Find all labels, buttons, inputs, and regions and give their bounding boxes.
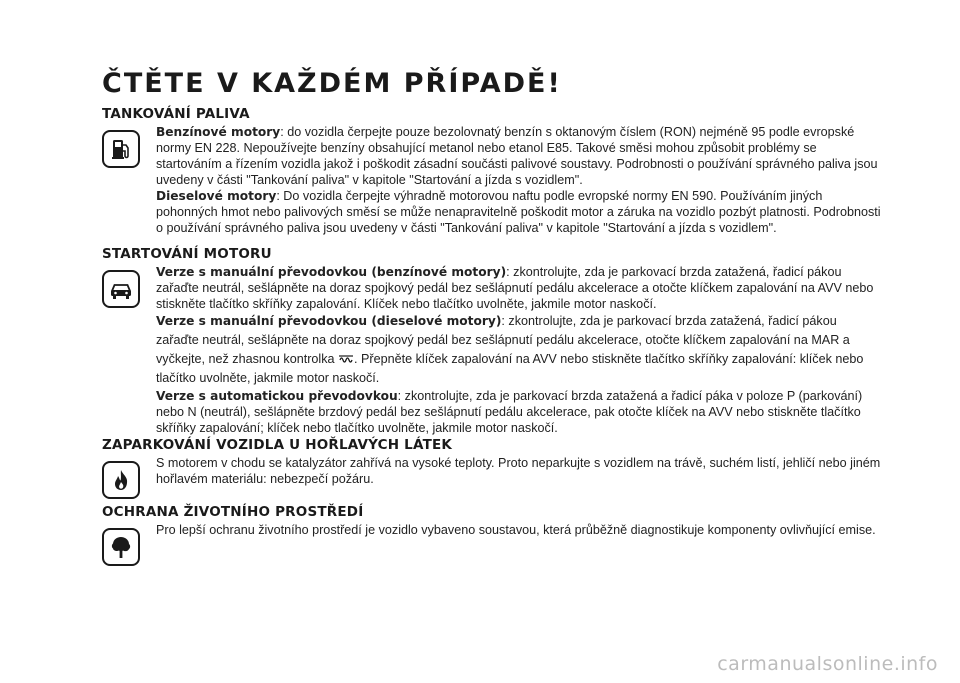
paragraph-petrol-engines: [156, 124, 882, 188]
paragraph-text: : zkontrolujte, zda je parkovací brzda zatažená a řadicí páka v poloze P (parkování) nebo N (neutrál), sešlápněte brzdový pedál bez sešlápnutí pedálu akcelerace, pak otočte klíček na AVV nebo stiskněte tlačítko skříňky zapalování; klíček nebo tlačítko uvolněte, jakmile motor naskočí.: [156, 389, 863, 435]
car-icon: [102, 270, 140, 308]
paragraph-text: S motorem v chodu se katalyzátor zahřívá na vysoké teploty. Proto neparkujte s vozidlem na trávě, suchém listí, jehličí nebo jiném hořlavém materiálu: nebezpečí požáru.: [156, 456, 881, 486]
section-refuelling: [102, 106, 882, 236]
section-heading: ZAPARKOVÁNÍ VOZIDLA U HOŘLAVÝCH LÁTEK: [102, 437, 453, 453]
section-environment: [102, 504, 882, 538]
section-heading: OCHRANA ŽIVOTNÍHO PROSTŘEDÍ: [102, 504, 364, 520]
fuel-pump-icon: [102, 130, 140, 168]
flame-icon: [102, 461, 140, 499]
section-parking-flammable: [102, 437, 882, 487]
term-label: Dieselové motory: [156, 189, 277, 203]
paragraph-text: : zkontrolujte, zda je parkovací brzda zatažená, řadicí pákou zařaďte neutrál, sešlápněte na doraz spojkový pedál bez sešlápnutí pedálu akcelerace, otočte klíčkem zapalování na MAR a vyčkejte, než zhasnou kontrolka: [156, 314, 850, 366]
paragraph-text: Pro lepší ochranu životního prostředí je vozidlo vybaveno soustavou, která průběžně diagnostikuje komponenty ovlivňující emise.: [156, 523, 876, 537]
paragraph-diesel-engines: [156, 188, 882, 236]
term-label: Verze s automatickou převodovkou: [156, 389, 398, 403]
paragraph-emissions: [156, 522, 882, 538]
page-title: ČTĚTE V KAŽDÉM PŘÍPADĚ!: [102, 68, 562, 99]
term-label: Benzínové motory: [156, 125, 281, 139]
paragraph-automatic: [156, 388, 882, 436]
paragraph-text-after: . Přepněte klíček zapalování na AVV nebo stiskněte tlačítko skříňky zapalování: klíček nebo tlačítko uvolněte, jakmile motor naskočí.: [156, 352, 864, 385]
paragraph-catalyst-warning: [156, 455, 882, 487]
paragraph-manual-diesel: [156, 312, 882, 388]
section-heading: TANKOVÁNÍ PALIVA: [102, 106, 250, 122]
glow-plug-icon: [338, 354, 354, 364]
tree-icon: [102, 528, 140, 566]
watermark: carmanualsonline.info: [717, 653, 938, 675]
section-heading: STARTOVÁNÍ MOTORU: [102, 246, 272, 262]
paragraph-text: : do vozidla čerpejte pouze bezolovnatý benzín s oktanovým číslem (RON) nejméně 95 podle evropské normy EN 228. Nepoužívejte benzíny obsahující metanol nebo etanol E85. Takové směsi mohou způsobit problémy se startováním a řízením vozidla jakož i poškodit zásadní součásti palivové soustavy. Podrobnosti o používání správného paliva jsou uvedeny v části "Tankování paliva" v kapitole "Startování a jízda s vozidlem".: [156, 125, 878, 187]
paragraph-text: : zkontrolujte, zda je parkovací brzda zatažená, řadicí pákou zařaďte neutrál, sešlápněte na doraz spojkový pedál bez sešlápnutí pedálu akcelerace a otočte klíčkem zapalování na AVV nebo stiskněte tlačítko skříňky zapalování. Klíček nebo tlačítko uvolněte, jakmile motor naskočí.: [156, 265, 874, 311]
paragraph-manual-petrol: [156, 264, 882, 312]
paragraph-text: : Do vozidla čerpejte výhradně motorovou naftu podle evropské normy EN 590. Používáním jiných pohonných hmot nebo palivových směsí se může nenapravitelně poškodit motor a záruka na vozidlo pozbýt platnosti. Podrobnosti o používání správného paliva jsou uvedeny v části "Tankování paliva" v kapitole "Startování a jízda s vozidlem".: [156, 189, 881, 235]
term-label: Verze s manuální převodovkou (benzínové motory): [156, 265, 507, 279]
term-label: Verze s manuální převodovkou (dieselové motory): [156, 314, 502, 328]
section-engine-starting: [102, 246, 882, 436]
